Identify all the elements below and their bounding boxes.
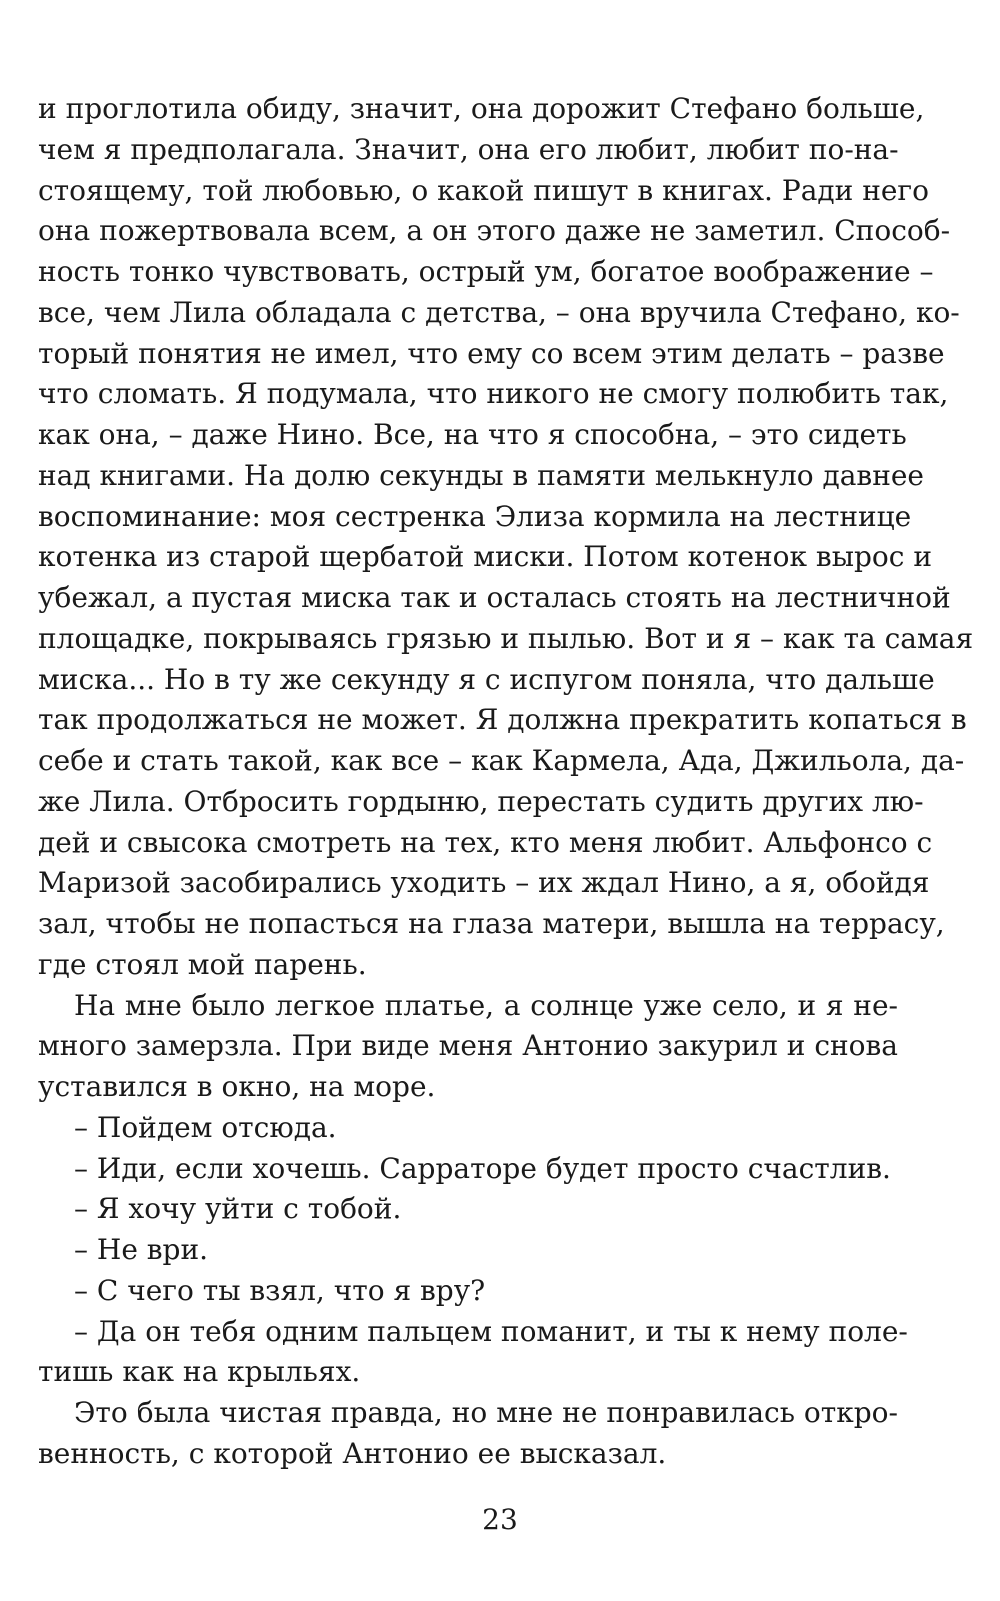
text-line: как она, – даже Нино. Все, на что я способна, – это сидеть	[38, 418, 907, 451]
text-line: все, чем Лила обладала с детства, – она вручила Стефано, ко-	[38, 295, 960, 329]
dialogue-line: – Я хочу уйти с тобой.	[74, 1192, 402, 1226]
page-number: 23	[482, 1503, 518, 1536]
text-line: Это была чистая правда, но мне не понравилась откро-	[74, 1396, 898, 1429]
text-line: чем я предполагала. Значит, она его любит, любит по-на-	[38, 132, 899, 166]
text-line: площадке, покрываясь грязью и пылью. Вот и я – как та самая	[38, 621, 974, 655]
dialogue-line: тишь как на крыльях.	[38, 1355, 361, 1389]
dialogue-line: – Пойдем отсюда.	[74, 1110, 337, 1144]
text-line: убежал, а пустая миска так и осталась стоять на лестничной	[38, 581, 951, 614]
text-line: над книгами. На долю секунды в памяти мелькнуло давнее	[38, 458, 924, 492]
text-line: торый понятия не имел, что ему со всем этим делать – разве	[38, 336, 945, 370]
text-line: венность, с которой Антонио ее высказал.	[38, 1436, 667, 1470]
text-line: стоящему, той любовью, о какой пишут в книгах. Ради него	[38, 173, 929, 207]
text-line: ность тонко чувствовать, острый ум, богатое воображение –	[38, 255, 934, 288]
text-line: зал, чтобы не попасться на глаза матери, вышла на террасу,	[38, 907, 945, 940]
dialogue-line: – С чего ты взял, что я вру?	[74, 1273, 486, 1307]
dialogue-line: – Не ври.	[74, 1233, 209, 1266]
text-line: она пожертвовала всем, а он этого даже не заметил. Способ-	[38, 214, 951, 248]
text-line: же Лила. Отбросить гордыню, перестать судить других лю-	[38, 784, 924, 818]
dialogue-line: – Да он тебя одним пальцем поманит, и ты к нему поле-	[74, 1314, 908, 1348]
text-line: На мне было легкое платье, а солнце уже село, и я не-	[74, 988, 898, 1022]
text-line: так продолжаться не может. Я должна прекратить копаться в	[38, 703, 967, 737]
text-line: много замерзла. При виде меня Антонио закурил и снова	[38, 1029, 898, 1063]
text-line: воспоминание: моя сестренка Элиза кормила на лестнице	[38, 499, 912, 533]
text-line: что сломать. Я подумала, что никого не смогу полюбить так,	[38, 377, 949, 411]
text-line: миска... Но в ту же секунду я с испугом поняла, что дальше	[38, 662, 935, 696]
text-line: и проглотила обиду, значит, она дорожит Стефано больше,	[38, 92, 925, 125]
text-line: дей и свысока смотреть на тех, кто меня любит. Альфонсо с	[38, 825, 933, 859]
text-line: себе и стать такой, как все – как Кармела, Ада, Джильола, да-	[38, 744, 965, 777]
body-text	[38, 89, 974, 1475]
text-line: где стоял мой парень.	[38, 947, 367, 981]
text-line: уставился в окно, на море.	[38, 1070, 436, 1103]
dialogue-line: – Иди, если хочешь. Сарраторе будет просто счастлив.	[74, 1151, 891, 1185]
text-line: котенка из старой щербатой миски. Потом котенок вырос и	[38, 540, 933, 574]
text-line: Маризой засобирались уходить – их ждал Нино, а я, обойдя	[38, 866, 930, 900]
